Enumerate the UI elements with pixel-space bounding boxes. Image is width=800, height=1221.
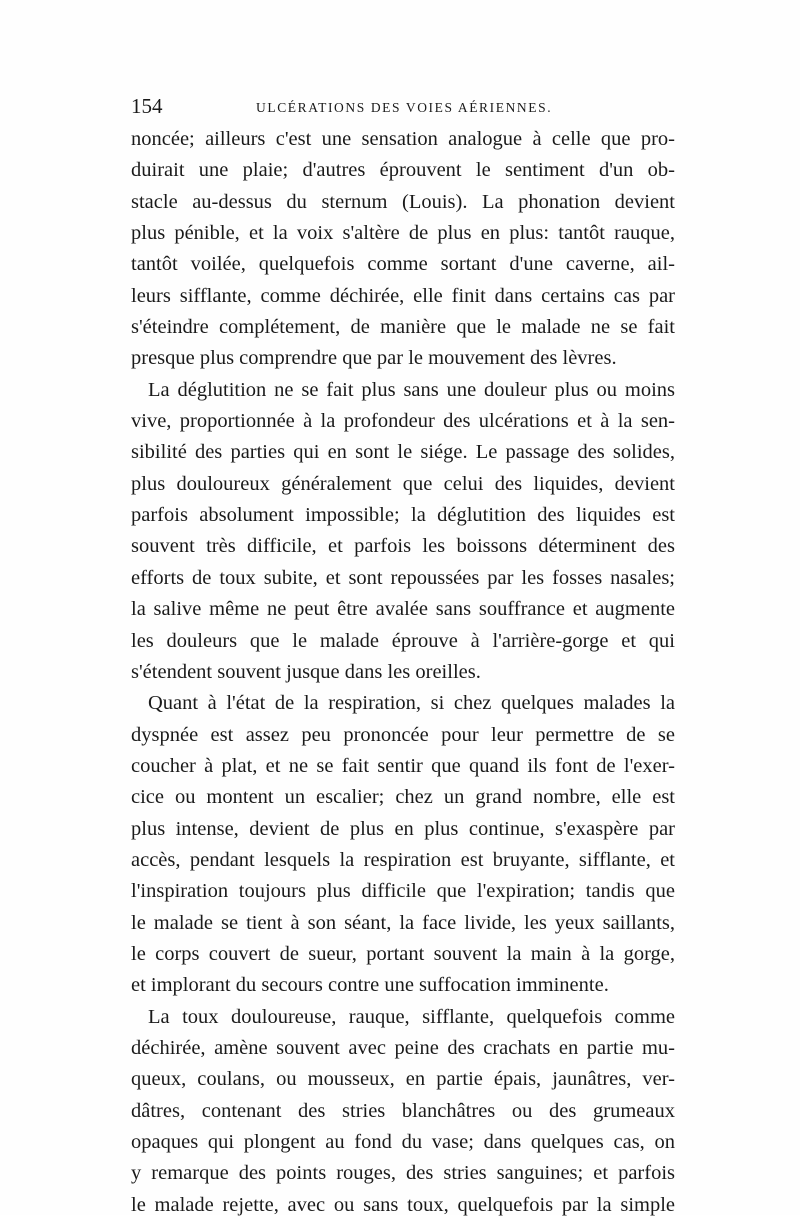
text-line: stacle au-dessus du sternum (Louis). La phonation devient [131,190,675,213]
text-line: efforts de toux subite, et sont repoussées par les fosses nasales; [131,566,675,589]
text-line: souvent très difficile, et parfois les boissons déterminent des [131,535,675,558]
text-line: tantôt voilée, quelquefois comme sortant d'une caverne, ail- [131,253,675,276]
text-line: l'inspiration toujours plus difficile que l'expiration; tandis que [131,880,675,903]
text-line: la salive même ne peut être avalée sans souffrance et augmente [131,598,675,621]
text-line: leurs sifflante, comme déchirée, elle finit dans certains cas par [131,284,675,307]
text-line: accès, pendant lesquels la respiration est bruyante, sifflante, et [131,848,675,871]
text-line: le malade se tient à son séant, la face livide, les yeux saillants, [131,911,675,934]
text-line: les douleurs que le malade éprouve à l'arrière-gorge et qui [131,629,675,652]
text-line: déchirée, amène souvent avec peine des crachats en partie mu- [131,1036,675,1059]
text-line: parfois absolument impossible; la déglutition des liquides est [131,504,675,527]
paragraph-first-line: La déglutition ne se fait plus sans une douleur plus ou moins [148,378,675,401]
text-line: noncée; ailleurs c'est une sensation analogue à celle que pro- [131,128,675,150]
text-line: queux, coulans, ou mousseux, en partie épais, jaunâtres, ver- [131,1068,675,1091]
text-line: plus pénible, et la voix s'altère de plus en plus: tantôt rauque, [131,222,675,245]
text-line: dâtres, contenant des stries blanchâtres ou des grumeaux [131,1099,675,1122]
text-line: cice ou montent un escalier; chez un grand nombre, elle est [131,786,675,809]
text-line: s'éteindre complétement, de manière que le malade ne se fait [131,316,675,339]
text-line: y remarque des points rouges, des stries sanguines; et parfois [131,1162,675,1185]
page-header [131,94,676,124]
text-line: plus douloureux généralement que celui des liquides, devient [131,472,675,495]
text-line: opaques qui plongent au fond du vase; dans quelques cas, on [131,1131,675,1153]
text-line: coucher à plat, et ne se fait sentir que quand ils font de l'exer- [131,754,675,777]
text-line: le corps couvert de sueur, portant souvent la main à la gorge, [131,942,675,965]
text-line: sibilité des parties qui en sont le siége. Le passage des solides, [131,441,675,464]
text-line: vive, proportionnée à la profondeur des ulcérations et à la sen- [131,410,675,433]
text-line: plus intense, devient de plus en plus continue, s'exaspère par [131,817,675,840]
text-line: s'étendent souvent jusque dans les oreilles. [131,660,481,683]
text-line: le malade rejette, avec ou sans toux, quelquefois par la simple [131,1193,675,1216]
running-head: ULCÉRATIONS DES VOIES AÉRIENNES. [256,100,553,115]
body-text [131,124,675,1221]
paragraph-first-line: Quant à l'état de la respiration, si chez quelques malades la [148,692,675,715]
text-line: presque plus comprendre que par le mouvement des lèvres. [131,347,617,370]
text-line: dyspnée est assez peu prononcée pour leur permettre de se [131,723,675,746]
text-line: et implorant du secours contre une suffocation imminente. [131,974,609,997]
page-number: 154 [131,94,163,118]
paragraph-first-line: La toux douloureuse, rauque, sifflante, quelquefois comme [148,1005,675,1028]
text-line: duirait une plaie; d'autres éprouvent le sentiment d'un ob- [131,159,675,182]
